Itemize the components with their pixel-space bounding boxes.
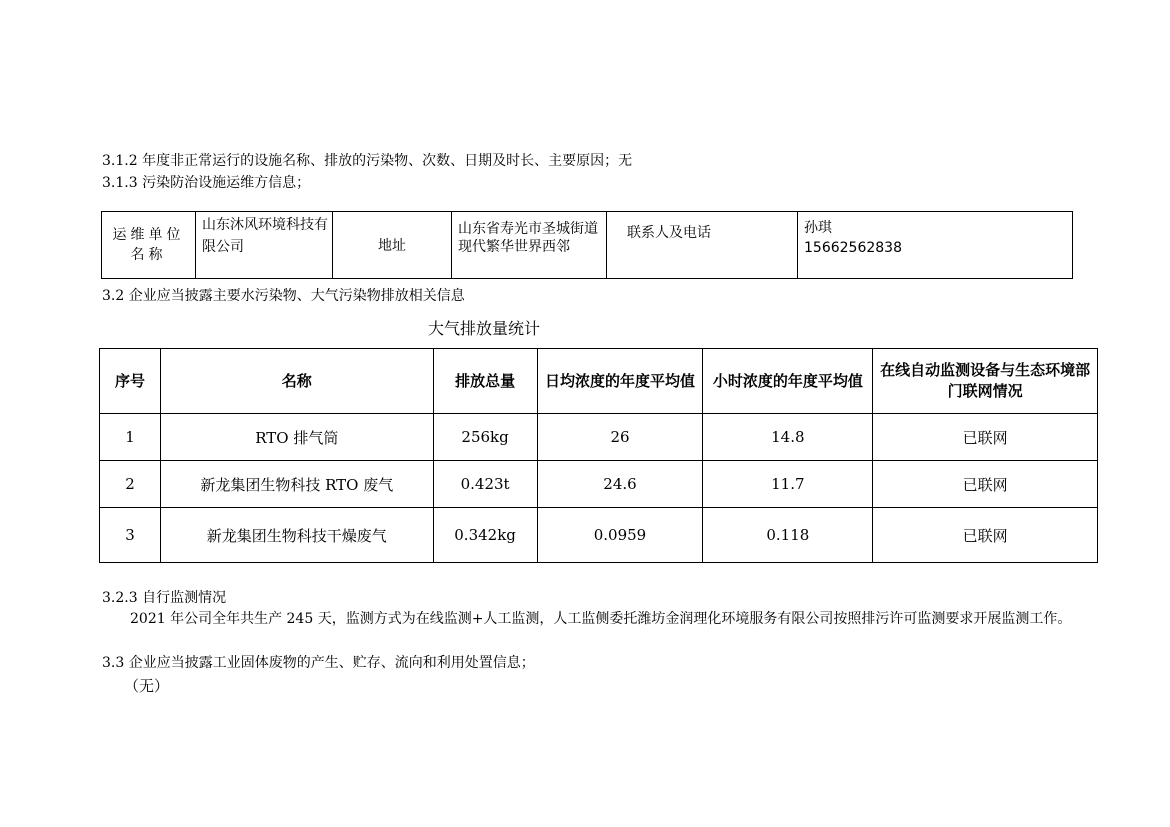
contact-label: 联系人及电话 xyxy=(607,212,798,279)
header-cell: 小时浓度的年度平均值 xyxy=(703,349,873,414)
table-row xyxy=(100,508,1098,563)
air-table-caption: 大气排放量统计 xyxy=(428,319,541,338)
table-cell: 3 xyxy=(100,508,161,563)
table-cell: 0.342kg xyxy=(433,508,537,563)
table-row xyxy=(100,461,1098,508)
table-header-row xyxy=(100,349,1098,414)
table-cell: 新龙集团生物科技干燥废气 xyxy=(160,508,433,563)
operator-info-table xyxy=(101,211,1073,279)
table-row xyxy=(100,414,1098,461)
contact-phone: 15662562838 xyxy=(804,240,902,256)
header-cell: 名称 xyxy=(160,349,433,414)
table-cell: 0.423t xyxy=(433,461,537,508)
table-cell: 已联网 xyxy=(873,414,1098,461)
line-3-1-2: 3.1.2 年度非正常运行的设施名称、排放的污染物、次数、日期及时长、主要原因；无 xyxy=(102,153,633,169)
air-emission-table xyxy=(99,348,1098,563)
table-cell: 24.6 xyxy=(537,461,703,508)
address-label: 地址 xyxy=(333,212,452,279)
table-cell: 1 xyxy=(100,414,161,461)
line-3-1-3: 3.1.3 污染防治设施运维方信息； xyxy=(102,175,311,191)
unit-label-line1: 运维单位 xyxy=(112,227,185,243)
none-text: （无） xyxy=(124,677,170,695)
monitoring-paragraph: 2021 年公司全年共生产 245 天，监测方式为在线监测+人工监测，人工监侧委托潍坊金润理化环境服务有限公司按照排污许可监测要求开展监测工作。 xyxy=(130,611,1072,627)
table-cell: 11.7 xyxy=(703,461,873,508)
unit-label-cell xyxy=(102,212,196,279)
section-3-3-heading: 3.3 企业应当披露工业固体废物的产生、贮存、流向和利用处置信息； xyxy=(102,655,535,671)
contact-name: 孙琪 xyxy=(804,220,832,236)
header-cell: 排放总量 xyxy=(433,349,537,414)
header-cell: 序号 xyxy=(100,349,161,414)
table-cell: 256kg xyxy=(433,414,537,461)
table-cell: RTO 排气筒 xyxy=(160,414,433,461)
address-value: 山东省寿光市圣城街道现代繁华世界西邻 xyxy=(452,212,607,279)
table-cell: 0.0959 xyxy=(537,508,703,563)
unit-label-line2: 名称 xyxy=(130,247,167,263)
table-cell: 2 xyxy=(100,461,161,508)
section-3-2-heading: 3.2 企业应当披露主要水污染物、大气污染物排放相关信息 xyxy=(102,288,465,304)
table-cell: 新龙集团生物科技 RTO 废气 xyxy=(160,461,433,508)
section-3-2-3-heading: 3.2.3 自行监测情况 xyxy=(102,590,227,606)
header-cell: 日均浓度的年度平均值 xyxy=(537,349,703,414)
table-cell: 已联网 xyxy=(873,508,1098,563)
header-cell: 在线自动监测设备与生态环境部门联网情况 xyxy=(873,349,1098,414)
table-cell: 14.8 xyxy=(703,414,873,461)
table-cell: 26 xyxy=(537,414,703,461)
contact-value-cell xyxy=(798,212,1073,279)
table-cell: 0.118 xyxy=(703,508,873,563)
unit-value: 山东沐风环境科技有限公司 xyxy=(196,212,333,279)
table-cell: 已联网 xyxy=(873,461,1098,508)
